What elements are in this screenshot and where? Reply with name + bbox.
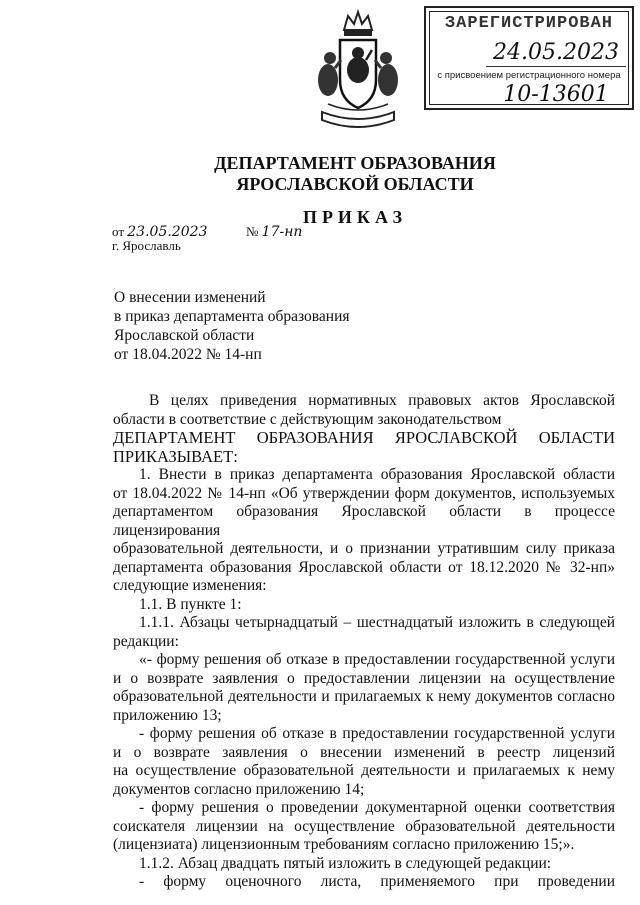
body-line: редакции:: [113, 632, 179, 650]
subject-line: от 18.04.2022 № 14-нп: [114, 346, 262, 363]
body-line: следующие изменения:: [113, 577, 267, 594]
body-line: 1.1.2. Абзац двадцать пятый изложить в следующей редакции:: [139, 854, 552, 872]
department-heading: [120, 153, 590, 195]
subject-line: в приказ департамента образования: [114, 308, 350, 325]
body-line: образовательной деятельности и прилагаемых к нему документов согласно: [113, 688, 615, 705]
stamp-registration-number: 10-13601: [503, 82, 609, 107]
order-body: [113, 392, 615, 892]
body-line: на осуществление образовательной деятельности и прилагаемых к нему: [113, 762, 615, 779]
body-line: от 18.04.2022 № 14-нп «Об утверждении форм документов, используемых: [113, 484, 615, 502]
order-subject: [114, 288, 414, 364]
body-line: приложению 13;: [113, 706, 222, 724]
body-line: области в соответствие с действующим законодательством: [113, 410, 502, 428]
stamp-registration-date: 24.05.2023: [486, 40, 626, 67]
body-line: и о возврате заявления о предоставлении лицензии на осуществление: [113, 669, 615, 687]
order-meta: [112, 224, 412, 254]
body-line: 1.1.1. Абзацы четырнадцатый – шестнадцатый изложить в следующей: [139, 614, 615, 631]
subject-line: Ярославской области: [114, 327, 255, 344]
stamp-caption: с присвоением регистрационного номера: [437, 70, 621, 81]
body-line: соискателя лицензии на осуществление образовательной деятельности: [113, 817, 615, 835]
coat-of-arms-emblem: [308, 8, 408, 136]
body-line: - форму решения об отказе в предоставлении государственной услуги: [139, 725, 615, 742]
body-line: образовательной деятельности, и о признании утратившим силу приказа: [113, 540, 615, 557]
subject-line: О внесении изменений: [114, 289, 266, 306]
body-line: департаментом образования Ярославской области в процессе лицензирования: [113, 503, 615, 539]
department-heading-line2: ЯРОСЛАВСКОЙ ОБЛАСТИ: [236, 174, 474, 194]
body-line: - форму оценочного листа, применяемого при проведении: [139, 873, 615, 890]
body-line: «- форму решения об отказе в предоставлении государственной услуги: [139, 651, 615, 668]
order-number-handwritten: 17-нп: [261, 224, 303, 240]
order-number-line: [246, 224, 302, 240]
registration-stamp: [424, 6, 634, 110]
body-line: ДЕПАРТАМЕНТ ОБРАЗОВАНИЯ ЯРОСЛАВСКОЙ ОБЛАСТИ: [113, 428, 615, 447]
body-line: - форму решения о проведении документарной оценки соответствия: [139, 799, 615, 816]
stamp-title: ЗАРЕГИСТРИРОВАН: [444, 14, 614, 33]
order-number-prefix: №: [246, 224, 259, 239]
body-line: департамента образования Ярославской области от 18.12.2020 № 32-нп»: [113, 558, 615, 576]
body-line: и о возврате заявления о внесении изменений в реестр лицензий: [113, 743, 615, 761]
body-line: документов согласно приложению 14;: [113, 780, 365, 798]
body-line: (лицензиата) лицензионным требованиям согласно приложению 15;».: [113, 836, 575, 853]
order-city: г. Ярославль: [112, 238, 181, 253]
order-title: ПРИКАЗ: [302, 207, 408, 227]
body-line: ПРИКАЗЫВАЕТ:: [113, 446, 238, 466]
body-line: 1. Внести в приказ департамента образования Ярославской области: [139, 466, 615, 483]
body-line: 1.1. В пункте 1:: [139, 595, 242, 613]
department-heading-line1: ДЕПАРТАМЕНТ ОБРАЗОВАНИЯ: [214, 153, 496, 173]
body-line: В целях приведения нормативных правовых актов Ярославской: [149, 392, 615, 409]
order-date-handwritten: 23.05.2023: [127, 224, 208, 240]
order-date-prefix: от: [112, 224, 125, 239]
